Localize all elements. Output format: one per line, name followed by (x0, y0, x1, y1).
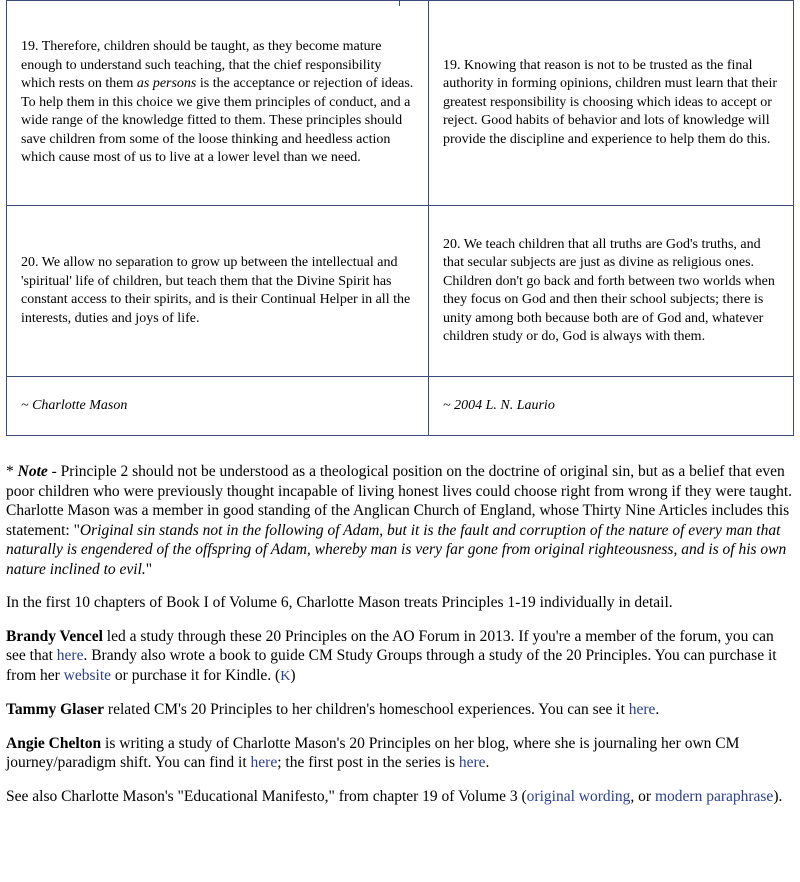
table-row (7, 377, 794, 436)
principle-20-paraphrase: 20. We teach children that all truths are God's truths, and that secular subjects are just as divine as religious ones. Children don't go back and forth between two worlds when they focus on God and then their school subjects; there is unity among both because both are of God and, whatever children study or do, God is always with them. (429, 206, 794, 377)
principle-19-original: 19. Therefore, children should be taught, as they become mature enough to understand such teaching, that the chief responsibility which rests on them as persons is the acceptance or rejection of ideas. To help them in this choice we give them principles of conduct, and a wide range of the knowledge fitted to them. These principles should save children from some of the loose thinking and heedless action which cause most of us to live at a lower level than we need. (7, 1, 429, 206)
angie-paragraph: Angie Chelton is writing a study of Charlotte Mason's 20 Principles on her blog, where she is journaling her own CM journey/paradigm shift. You can find it here; the first post in the series is here. (6, 734, 740, 771)
table-row (7, 206, 794, 377)
note-paragraph: * Note - Principle 2 should not be understood as a theological position on the doctrine of original sin, but as a belief that even poor children who were previously thought incapable of living honest lives could choose right from wrong if they were taught. Charlotte Mason was a member in good standing of the Anglican Church of England, whose Thirty Nine Articles includes this statement: "Original sin stands not in the following of Adam, but it is the fault and corruption of the nature of every man that naturally is engendered of the offspring of Adam, whereby man is very far gone from original righteousness, and is of his own nature inclined to evil." (6, 463, 793, 578)
tammy-paragraph: Tammy Glaser related CM's 20 Principles to her children's homeschool experiences. You can see it here. (6, 701, 660, 718)
principle-19-paraphrase: 19. Knowing that reason is not to be trusted as the final authority in forming opinions, children must learn that their greatest responsibility is choosing which ideas to accept or reject. Good habits of behavior and lots of knowledge will provide the discipline and experience to help them do this. (429, 1, 794, 206)
angie-name: Angie Chelton (6, 734, 102, 752)
tammy-name: Tammy Glaser (6, 701, 105, 718)
principles-table-container (6, 0, 794, 436)
original-wording-link[interactable]: original wording (526, 787, 631, 805)
brandy-name: Brandy Vencel (6, 627, 103, 645)
notes-section (6, 462, 794, 820)
modern-paraphrase-link[interactable]: modern paraphrase (654, 787, 774, 805)
principles-table (6, 0, 794, 436)
signature-charlotte-mason: ~ Charlotte Mason (7, 377, 429, 436)
signature-laurio: ~ 2004 L. N. Laurio (429, 377, 794, 436)
note-label: Note (17, 463, 48, 480)
emphasis-as-persons: as persons (136, 76, 197, 92)
thirty-nine-articles-quote: Original sin stands not in the following of Adam, but it is the fault and corruption of the nature of every man that naturally is engendered of the offspring of Adam, whereby man is very far gone from original righteousness, and is of his own nature inclined to evil. (6, 521, 787, 578)
angie-first-post-link[interactable]: here (458, 754, 486, 771)
chapters-paragraph: In the first 10 chapters of Book I of Volume 6, Charlotte Mason treats Principles 1-19 individually in detail. (6, 594, 673, 611)
tammy-link[interactable]: here (628, 701, 656, 718)
principle-20-original: 20. We allow no separation to grow up between the intellectual and 'spiritual' life of children, but teach them that the Divine Spirit has constant access to their spirits, and is their Continual Helper in all the interests, duties and joys of life. (7, 206, 429, 377)
see-also-paragraph: See also Charlotte Mason's "Educational Manifesto," from chapter 19 of Volume 3 (original wording, or modern paraphrase). (6, 787, 783, 805)
brandy-paragraph: Brandy Vencel led a study through these 20 Principles on the AO Forum in 2013. If you're a member of the forum, you can see that here. Brandy also wrote a book to guide CM Study Groups through a study of the 20 Principles. You can purchase it from her website or purchase it for Kindle. (K) (6, 627, 777, 684)
angie-blog-link[interactable]: here (250, 754, 278, 771)
brandy-forum-link[interactable]: here (56, 647, 84, 664)
brandy-website-link[interactable]: website (63, 666, 112, 684)
kindle-link[interactable]: K (280, 668, 291, 684)
table-row (7, 1, 794, 206)
